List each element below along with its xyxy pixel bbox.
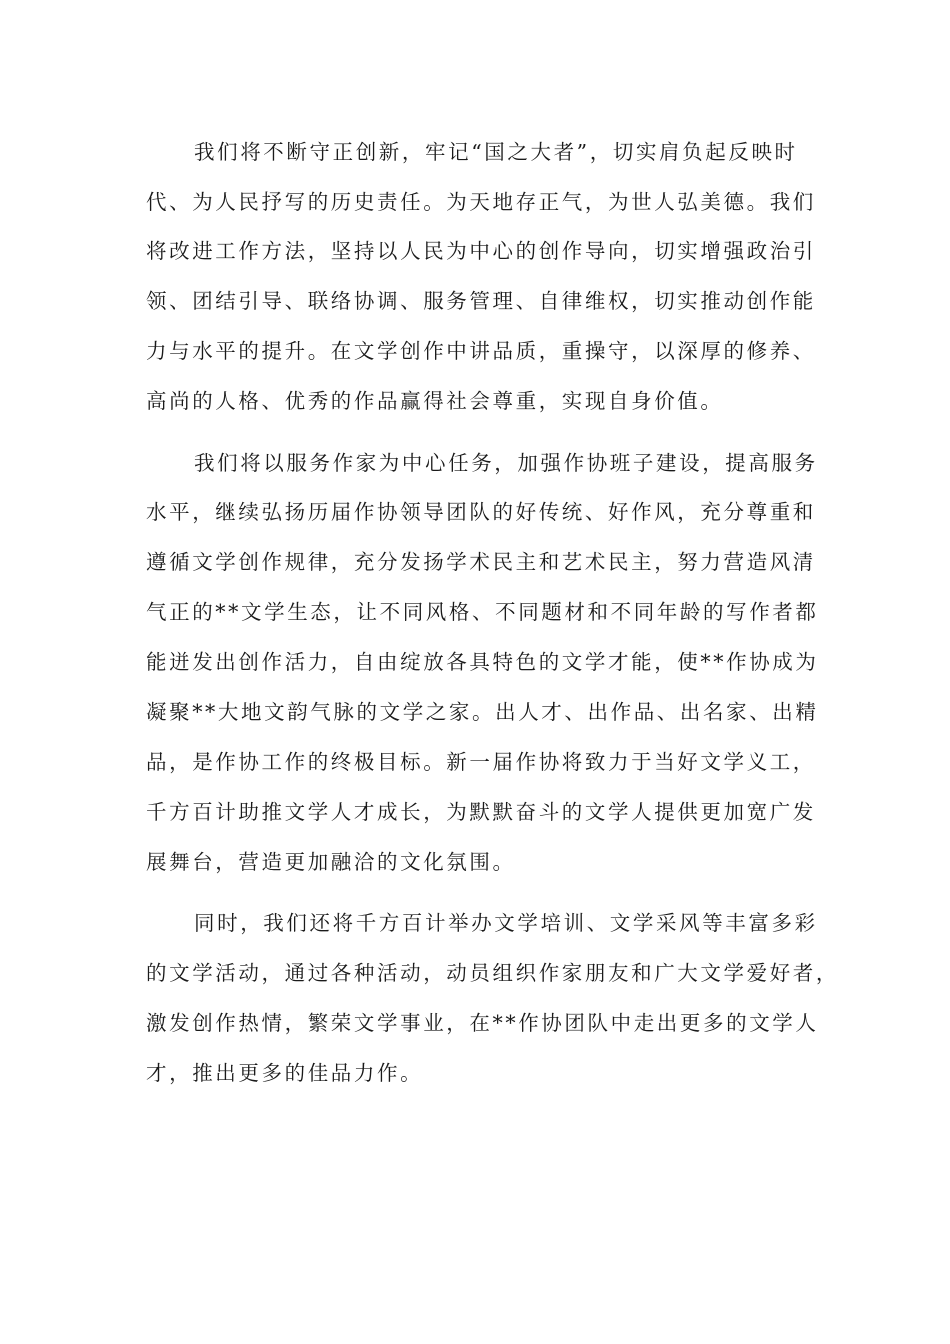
paragraph-2-line-6: 凝聚**大地文韵气脉的文学之家。出人才、出作品、出名家、出精 <box>146 700 819 724</box>
paragraph-3-line-3: 激发创作热情，繁荣文学事业，在**作协团队中走出更多的文学人 <box>146 1011 819 1035</box>
paragraph-3-line-2: 的文学活动，通过各种活动，动员组织作家朋友和广大文学爱好者， <box>146 961 839 985</box>
paragraph-1-line-5: 力与水平的提升。在文学创作中讲品质，重操守，以深厚的修养、 <box>146 339 816 363</box>
paragraph-2-line-1: 我们将以服务作家为中心任务，加强作协班子建设，提高服务 <box>194 451 818 475</box>
paragraph-1-line-3: 将改进工作方法，坚持以人民为中心的创作导向，切实增强政治引 <box>146 239 816 263</box>
paragraph-1-line-6: 高尚的人格、优秀的作品赢得社会尊重，实现自身价值。 <box>146 389 724 413</box>
paragraph-2-line-4: 气正的**文学生态，让不同风格、不同题材和不同年龄的写作者都 <box>146 600 819 624</box>
paragraph-2-line-2: 水平，继续弘扬历届作协领导团队的好传统、好作风，充分尊重和 <box>146 500 816 524</box>
paragraph-3-line-1: 同时，我们还将千方百计举办文学培训、文学采风等丰富多彩 <box>194 911 818 935</box>
paragraph-1-line-1: 我们将不断守正创新，牢记“国之大者”，切实肩负起反映时 <box>194 140 798 164</box>
paragraph-1-line-4: 领、团结引导、联络协调、服务管理、自律维权，切实推动创作能 <box>146 289 816 313</box>
paragraph-2-line-7: 品，是作协工作的终极目标。新一届作协将致力于当好文学义工， <box>146 750 816 774</box>
paragraph-2-line-9: 展舞台，营造更加融洽的文化氛围。 <box>146 850 516 874</box>
paragraph-2-line-5: 能迸发出创作活力，自由绽放各具特色的文学才能，使**作协成为 <box>146 650 819 674</box>
paragraph-2-line-8: 千方百计助推文学人才成长，为默默奋斗的文学人提供更加宽广发 <box>146 800 816 824</box>
paragraph-3-line-4: 才，推出更多的佳品力作。 <box>146 1061 424 1085</box>
paragraph-1-line-2: 代、为人民抒写的历史责任。为天地存正气，为世人弘美德。我们 <box>146 190 816 214</box>
paragraph-2-line-3: 遵循文学创作规律，充分发扬学术民主和艺术民主，努力营造风清 <box>146 550 816 574</box>
